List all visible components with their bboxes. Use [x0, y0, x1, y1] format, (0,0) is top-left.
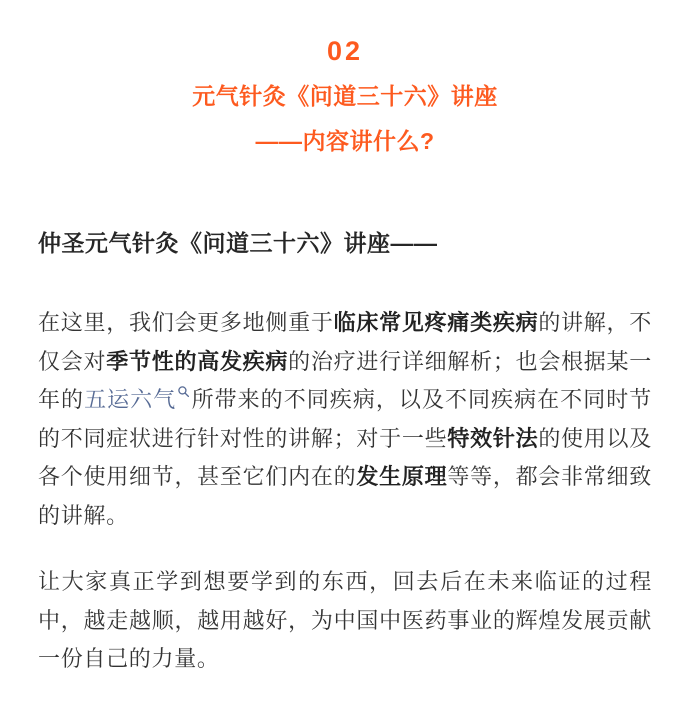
keyword-bold: 季节性的高发疾病 — [106, 348, 289, 374]
text-run: 的使用以及各个使用细节，甚至它们内在的 — [38, 425, 652, 489]
text-run: 的治疗进行详细解析；也会根据某一年的 — [38, 348, 652, 412]
text-run: 让大家真正学到想要学到的东西，回去后在未来临证的过程中，越走越顺，越用越好，为中国中医药事业的辉煌发展贡献一份自己的力量。 — [38, 569, 652, 671]
text-run: 的讲解，不仅会对 — [38, 310, 652, 374]
text-run: 所带来的不同疾病，以及不同疾病在不同时节的不同症状进行针对性的讲解；对于一些 — [38, 387, 652, 451]
text-run: 在这里，我们会更多地侧重于 — [38, 310, 334, 335]
keyword-bold: 发生原理 — [356, 464, 448, 489]
text-run: 等等，都会非常细致的讲解。 — [38, 464, 652, 528]
paragraph — [38, 563, 652, 679]
section-title: 元气针灸《问道三十六》讲座 — [192, 83, 498, 109]
keyword-bold: 特效针法 — [447, 425, 539, 451]
body-paragraphs — [38, 304, 652, 679]
keyword-bold: 临床常见疼痛类疾病 — [333, 310, 539, 335]
section-number: 02 — [326, 36, 364, 66]
section-subtitle: ——内容讲什么? — [255, 128, 435, 154]
paragraph — [38, 304, 652, 535]
keyword-link[interactable]: 五运六气 — [84, 387, 177, 412]
intro-line: 仲圣元气针灸《问道三十六》讲座—— — [38, 230, 438, 256]
search-sup-icon[interactable] — [177, 385, 190, 398]
